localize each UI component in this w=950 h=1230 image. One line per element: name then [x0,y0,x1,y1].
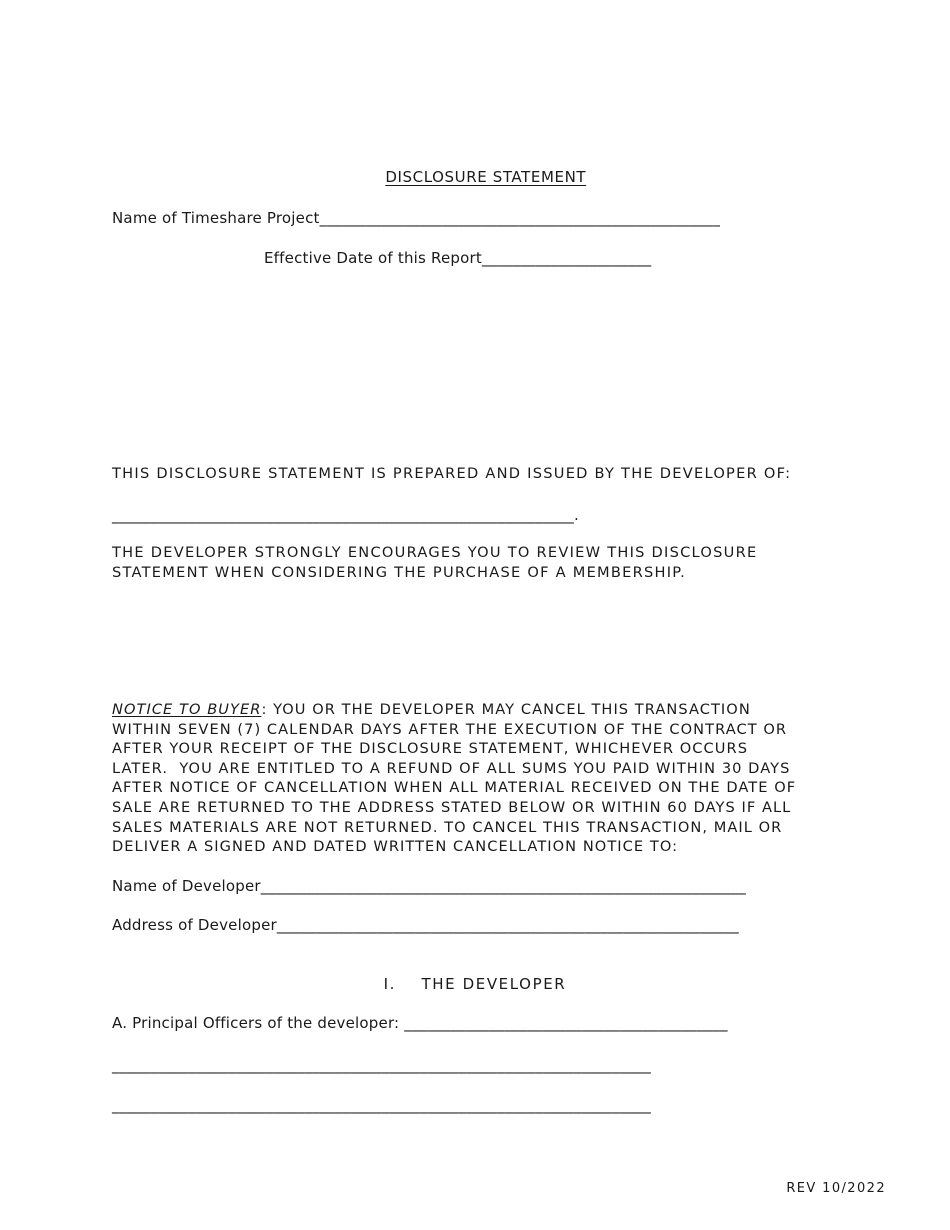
notice-line-5: AFTER NOTICE OF CANCELLATION WHEN ALL MATERIAL RECEIVED ON THE DATE OF [112,779,797,797]
developer-name-blank: ____________________________________________________________. [112,506,579,524]
notice-line-2: WITHIN SEVEN (7) CALENDAR DAYS AFTER THE EXECUTION OF THE CONTRACT OR [112,720,788,738]
effective-date-field: Effective Date of this Report______________________ [264,249,652,267]
timeshare-project-field: Name of Timeshare Project____________________________________________________ [112,209,721,227]
revision-label: REV 10/2022 [786,1181,886,1196]
principal-officers-blank-2: ______________________________________________________________________ [112,1096,651,1114]
principal-officers-field: A. Principal Officers of the developer: __________________________________________ [112,1014,728,1032]
document-title [0,150,950,204]
notice-line-4: LATER. YOU ARE ENTITLED TO A REFUND OF ALL SUMS YOU PAID WITHIN 30 DAYS [112,759,791,777]
notice-line-3: AFTER YOUR RECEIPT OF THE DISCLOSURE STATEMENT, WHICHEVER OCCURS [112,740,749,758]
section-heading-developer: I. THE DEVELOPER [383,975,567,993]
notice-line-7: SALES MATERIALS ARE NOT RETURNED. TO CANCEL THIS TRANSACTION, MAIL OR [112,818,783,836]
prepared-by-statement: THIS DISCLOSURE STATEMENT IS PREPARED AND ISSUED BY THE DEVELOPER OF: [112,465,792,482]
address-of-developer-field: Address of Developer____________________________________________________________ [112,916,739,934]
notice-line-8: DELIVER A SIGNED AND DATED WRITTEN CANCELLATION NOTICE TO: [112,838,679,856]
notice-line-6: SALE ARE RETURNED TO THE ADDRESS STATED BELOW OR WITHIN 60 DAYS IF ALL [112,798,792,816]
encourage-review-line-1: THE DEVELOPER STRONGLY ENCOURAGES YOU TO REVIEW THIS DISCLOSURE [112,544,758,561]
notice-to-buyer [112,700,842,857]
encourage-review-line-2: STATEMENT WHEN CONSIDERING THE PURCHASE OF A MEMBERSHIP. [112,564,686,581]
name-of-developer-field: Name of Developer_______________________________________________________________ [112,877,746,895]
notice-to-buyer-lead: NOTICE TO BUYER [112,701,262,718]
document-title-text: DISCLOSURE STATEMENT [385,168,587,186]
notice-line-1: : YOU OR THE DEVELOPER MAY CANCEL THIS TRANSACTION [261,701,751,718]
principal-officers-blank-1: ______________________________________________________________________ [112,1056,651,1074]
